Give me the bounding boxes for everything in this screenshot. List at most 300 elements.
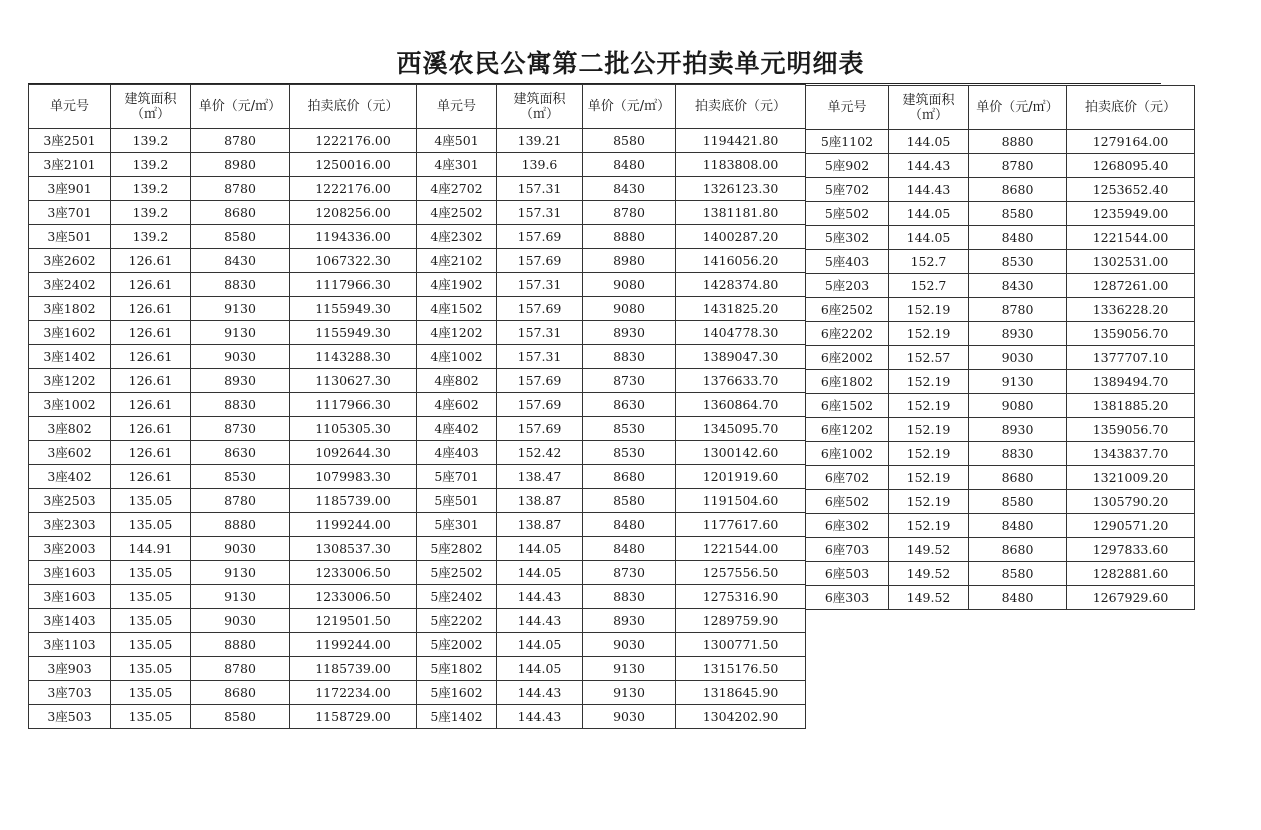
unit-price-cell: 8480 — [583, 153, 676, 177]
unit-price-cell: 8880 — [191, 513, 290, 537]
floor-area-cell: 126.61 — [111, 321, 191, 345]
header-floor-area: 建筑面积 （㎡） — [497, 85, 583, 129]
floor-area-cell: 157.69 — [497, 297, 583, 321]
unit-number-cell: 5座1802 — [417, 657, 497, 681]
reserve-price-cell: 1079983.30 — [290, 465, 417, 489]
unit-number-cell: 3座1402 — [29, 345, 111, 369]
reserve-price-cell: 1315176.50 — [676, 657, 806, 681]
unit-price-cell: 8830 — [191, 273, 290, 297]
unit-price-cell: 9030 — [191, 537, 290, 561]
unit-number-cell: 4座802 — [417, 369, 497, 393]
header-reserve-price: 拍卖底价（元） — [290, 85, 417, 129]
floor-area-cell: 135.05 — [111, 633, 191, 657]
table-row — [29, 393, 417, 417]
unit-price-cell: 9130 — [191, 297, 290, 321]
table-row — [417, 153, 806, 177]
reserve-price-cell: 1067322.30 — [290, 249, 417, 273]
reserve-price-cell: 1185739.00 — [290, 657, 417, 681]
table-row — [29, 369, 417, 393]
header-reserve-price: 拍卖底价（元） — [1067, 86, 1195, 130]
reserve-price-cell: 1221544.00 — [1067, 226, 1195, 250]
unit-number-cell: 5座1602 — [417, 681, 497, 705]
unit-number-cell: 6座302 — [806, 514, 889, 538]
unit-number-cell: 4座1202 — [417, 321, 497, 345]
floor-area-cell: 126.61 — [111, 441, 191, 465]
reserve-price-cell: 1389494.70 — [1067, 370, 1195, 394]
table-row — [29, 441, 417, 465]
unit-table-2 — [416, 84, 806, 729]
reserve-price-cell: 1302531.00 — [1067, 250, 1195, 274]
floor-area-cell: 144.43 — [497, 681, 583, 705]
unit-number-cell: 6座2202 — [806, 322, 889, 346]
unit-price-cell: 8580 — [969, 490, 1067, 514]
header-unit-price: 单价（元/㎡） — [191, 85, 290, 129]
unit-number-cell: 3座1602 — [29, 321, 111, 345]
unit-number-cell: 5座2402 — [417, 585, 497, 609]
unit-price-cell: 8680 — [191, 681, 290, 705]
unit-number-cell: 3座2602 — [29, 249, 111, 273]
reserve-price-cell: 1318645.90 — [676, 681, 806, 705]
reserve-price-cell: 1222176.00 — [290, 129, 417, 153]
unit-number-cell: 3座901 — [29, 177, 111, 201]
reserve-price-cell: 1381181.80 — [676, 201, 806, 225]
table-row — [29, 273, 417, 297]
header-floor-area: 建筑面积 （㎡） — [889, 86, 969, 130]
floor-area-cell: 139.21 — [497, 129, 583, 153]
unit-price-cell: 8780 — [191, 489, 290, 513]
unit-price-cell: 8530 — [969, 250, 1067, 274]
header-unit-number: 单元号 — [806, 86, 889, 130]
table-row — [417, 681, 806, 705]
unit-price-cell: 8730 — [583, 561, 676, 585]
reserve-price-cell: 1287261.00 — [1067, 274, 1195, 298]
reserve-price-cell: 1208256.00 — [290, 201, 417, 225]
reserve-price-cell: 1300142.60 — [676, 441, 806, 465]
unit-price-cell: 9130 — [583, 657, 676, 681]
floor-area-cell: 152.19 — [889, 298, 969, 322]
table-row — [806, 298, 1195, 322]
unit-price-cell: 8480 — [969, 586, 1067, 610]
unit-number-cell: 5座902 — [806, 154, 889, 178]
table-row — [417, 201, 806, 225]
floor-area-cell: 157.31 — [497, 201, 583, 225]
floor-area-cell: 152.7 — [889, 274, 969, 298]
table-row — [806, 346, 1195, 370]
table-row — [806, 322, 1195, 346]
unit-price-cell: 9130 — [191, 321, 290, 345]
unit-price-cell: 9030 — [969, 346, 1067, 370]
unit-number-cell: 3座602 — [29, 441, 111, 465]
floor-area-cell: 126.61 — [111, 369, 191, 393]
unit-price-cell: 8830 — [191, 393, 290, 417]
unit-price-cell: 8680 — [969, 466, 1067, 490]
unit-number-cell: 5座403 — [806, 250, 889, 274]
reserve-price-cell: 1155949.30 — [290, 297, 417, 321]
floor-area-cell: 135.05 — [111, 561, 191, 585]
unit-number-cell: 4座2102 — [417, 249, 497, 273]
table-row — [417, 345, 806, 369]
table-row — [29, 657, 417, 681]
floor-area-cell: 139.2 — [111, 225, 191, 249]
unit-number-cell: 5座1102 — [806, 130, 889, 154]
reserve-price-cell: 1300771.50 — [676, 633, 806, 657]
reserve-price-cell: 1194421.80 — [676, 129, 806, 153]
floor-area-cell: 149.52 — [889, 538, 969, 562]
reserve-price-cell: 1343837.70 — [1067, 442, 1195, 466]
reserve-price-cell: 1143288.30 — [290, 345, 417, 369]
reserve-price-cell: 1233006.50 — [290, 561, 417, 585]
reserve-price-cell: 1304202.90 — [676, 705, 806, 729]
unit-number-cell: 3座1103 — [29, 633, 111, 657]
unit-number-cell: 6座2002 — [806, 346, 889, 370]
table-row — [29, 705, 417, 729]
table-row — [417, 225, 806, 249]
table-row — [417, 657, 806, 681]
table-row — [806, 274, 1195, 298]
floor-area-cell: 149.52 — [889, 562, 969, 586]
unit-number-cell: 3座1802 — [29, 297, 111, 321]
unit-price-cell: 8780 — [191, 177, 290, 201]
reserve-price-cell: 1130627.30 — [290, 369, 417, 393]
floor-area-cell: 126.61 — [111, 249, 191, 273]
unit-table-1 — [28, 84, 417, 729]
unit-price-cell: 8780 — [969, 154, 1067, 178]
floor-area-cell: 139.6 — [497, 153, 583, 177]
unit-number-cell: 3座1603 — [29, 585, 111, 609]
unit-number-cell: 4座1902 — [417, 273, 497, 297]
floor-area-cell: 139.2 — [111, 201, 191, 225]
unit-number-cell: 3座802 — [29, 417, 111, 441]
unit-number-cell: 5座2002 — [417, 633, 497, 657]
reserve-price-cell: 1155949.30 — [290, 321, 417, 345]
table-row — [29, 633, 417, 657]
unit-number-cell: 5座502 — [806, 202, 889, 226]
unit-number-cell: 3座1202 — [29, 369, 111, 393]
table-row — [417, 273, 806, 297]
floor-area-cell: 157.69 — [497, 393, 583, 417]
reserve-price-cell: 1257556.50 — [676, 561, 806, 585]
unit-number-cell: 4座301 — [417, 153, 497, 177]
table-row — [806, 418, 1195, 442]
floor-area-cell: 144.91 — [111, 537, 191, 561]
unit-number-cell: 6座503 — [806, 562, 889, 586]
unit-number-cell: 3座501 — [29, 225, 111, 249]
unit-number-cell: 3座503 — [29, 705, 111, 729]
unit-price-cell: 8930 — [969, 322, 1067, 346]
unit-number-cell: 5座203 — [806, 274, 889, 298]
table-row — [29, 417, 417, 441]
floor-area-cell: 144.05 — [497, 657, 583, 681]
unit-number-cell: 3座2003 — [29, 537, 111, 561]
floor-area-cell: 152.42 — [497, 441, 583, 465]
reserve-price-cell: 1279164.00 — [1067, 130, 1195, 154]
reserve-price-cell: 1359056.70 — [1067, 322, 1195, 346]
reserve-price-cell: 1219501.50 — [290, 609, 417, 633]
reserve-price-cell: 1282881.60 — [1067, 562, 1195, 586]
floor-area-cell: 144.05 — [497, 633, 583, 657]
floor-area-cell: 144.43 — [889, 178, 969, 202]
unit-number-cell: 5座301 — [417, 513, 497, 537]
reserve-price-cell: 1308537.30 — [290, 537, 417, 561]
unit-number-cell: 6座1502 — [806, 394, 889, 418]
reserve-price-cell: 1158729.00 — [290, 705, 417, 729]
unit-price-cell: 8780 — [969, 298, 1067, 322]
table-row — [417, 705, 806, 729]
floor-area-cell: 157.31 — [497, 321, 583, 345]
unit-price-cell: 9030 — [583, 705, 676, 729]
floor-area-cell: 126.61 — [111, 465, 191, 489]
unit-number-cell: 6座1802 — [806, 370, 889, 394]
reserve-price-cell: 1428374.80 — [676, 273, 806, 297]
unit-price-cell: 8980 — [583, 249, 676, 273]
floor-area-cell: 139.2 — [111, 177, 191, 201]
table-row — [417, 297, 806, 321]
floor-area-cell: 138.87 — [497, 513, 583, 537]
unit-number-cell: 6座702 — [806, 466, 889, 490]
table-row — [417, 249, 806, 273]
unit-price-cell: 8580 — [583, 129, 676, 153]
reserve-price-cell: 1336228.20 — [1067, 298, 1195, 322]
table-row — [29, 465, 417, 489]
unit-number-cell: 4座1502 — [417, 297, 497, 321]
reserve-price-cell: 1199244.00 — [290, 633, 417, 657]
reserve-price-cell: 1376633.70 — [676, 369, 806, 393]
table-row — [417, 369, 806, 393]
unit-price-cell: 8480 — [583, 513, 676, 537]
floor-area-cell: 144.43 — [497, 585, 583, 609]
unit-number-cell: 3座2303 — [29, 513, 111, 537]
unit-number-cell: 3座2501 — [29, 129, 111, 153]
unit-price-cell: 8580 — [191, 705, 290, 729]
reserve-price-cell: 1105305.30 — [290, 417, 417, 441]
table-row — [806, 202, 1195, 226]
unit-number-cell: 6座303 — [806, 586, 889, 610]
floor-area-cell: 152.19 — [889, 442, 969, 466]
unit-price-cell: 8830 — [583, 585, 676, 609]
unit-price-cell: 8630 — [583, 393, 676, 417]
reserve-price-cell: 1289759.90 — [676, 609, 806, 633]
table-row — [806, 442, 1195, 466]
unit-price-cell: 8630 — [191, 441, 290, 465]
reserve-price-cell: 1297833.60 — [1067, 538, 1195, 562]
unit-number-cell: 3座2101 — [29, 153, 111, 177]
unit-price-cell: 8780 — [583, 201, 676, 225]
reserve-price-cell: 1305790.20 — [1067, 490, 1195, 514]
table-row — [417, 489, 806, 513]
unit-number-cell: 6座1202 — [806, 418, 889, 442]
reserve-price-cell: 1404778.30 — [676, 321, 806, 345]
unit-price-cell: 8430 — [191, 249, 290, 273]
unit-number-cell: 3座1403 — [29, 609, 111, 633]
table-row — [29, 681, 417, 705]
table-row — [806, 394, 1195, 418]
reserve-price-cell: 1389047.30 — [676, 345, 806, 369]
unit-price-cell: 9130 — [969, 370, 1067, 394]
reserve-price-cell: 1235949.00 — [1067, 202, 1195, 226]
reserve-price-cell: 1222176.00 — [290, 177, 417, 201]
unit-price-cell: 8930 — [191, 369, 290, 393]
unit-price-cell: 8580 — [969, 562, 1067, 586]
unit-price-cell: 8480 — [583, 537, 676, 561]
header-unit-number: 单元号 — [29, 85, 111, 129]
unit-price-cell: 8730 — [583, 369, 676, 393]
table-row — [806, 466, 1195, 490]
floor-area-cell: 157.69 — [497, 417, 583, 441]
table-row — [29, 321, 417, 345]
table-row — [29, 249, 417, 273]
reserve-price-cell: 1290571.20 — [1067, 514, 1195, 538]
floor-area-cell: 157.31 — [497, 273, 583, 297]
unit-price-cell: 8730 — [191, 417, 290, 441]
reserve-price-cell: 1117966.30 — [290, 273, 417, 297]
unit-number-cell: 4座403 — [417, 441, 497, 465]
unit-number-cell: 3座1002 — [29, 393, 111, 417]
floor-area-cell: 135.05 — [111, 681, 191, 705]
unit-number-cell: 6座502 — [806, 490, 889, 514]
table-row — [417, 177, 806, 201]
unit-price-cell: 8480 — [969, 226, 1067, 250]
table-row — [417, 465, 806, 489]
table-row — [806, 226, 1195, 250]
floor-area-cell: 152.19 — [889, 370, 969, 394]
table-row — [806, 154, 1195, 178]
reserve-price-cell: 1321009.20 — [1067, 466, 1195, 490]
floor-area-cell: 138.87 — [497, 489, 583, 513]
floor-area-cell: 144.05 — [889, 226, 969, 250]
table-row — [806, 586, 1195, 610]
table-row — [417, 585, 806, 609]
table-row — [29, 585, 417, 609]
floor-area-cell: 152.19 — [889, 322, 969, 346]
unit-price-cell: 9080 — [583, 273, 676, 297]
unit-number-cell: 6座1002 — [806, 442, 889, 466]
unit-price-cell: 8930 — [969, 418, 1067, 442]
floor-area-cell: 126.61 — [111, 345, 191, 369]
table-row — [29, 561, 417, 585]
floor-area-cell: 152.19 — [889, 490, 969, 514]
table-row — [417, 633, 806, 657]
unit-price-cell: 8580 — [583, 489, 676, 513]
reserve-price-cell: 1416056.20 — [676, 249, 806, 273]
floor-area-cell: 152.19 — [889, 394, 969, 418]
unit-number-cell: 5座702 — [806, 178, 889, 202]
unit-number-cell: 4座402 — [417, 417, 497, 441]
unit-price-cell: 8430 — [583, 177, 676, 201]
unit-price-cell: 8680 — [969, 538, 1067, 562]
unit-price-cell: 8780 — [191, 129, 290, 153]
unit-number-cell: 3座701 — [29, 201, 111, 225]
unit-price-cell: 8680 — [583, 465, 676, 489]
table-row — [417, 129, 806, 153]
unit-price-cell: 9030 — [191, 345, 290, 369]
table-row — [29, 513, 417, 537]
unit-number-cell: 4座602 — [417, 393, 497, 417]
reserve-price-cell: 1431825.20 — [676, 297, 806, 321]
unit-price-cell: 8880 — [969, 130, 1067, 154]
unit-price-cell: 9030 — [583, 633, 676, 657]
unit-price-cell: 8830 — [969, 442, 1067, 466]
unit-number-cell: 4座1002 — [417, 345, 497, 369]
table-row — [806, 130, 1195, 154]
table-row — [29, 153, 417, 177]
floor-area-cell: 157.31 — [497, 177, 583, 201]
unit-number-cell: 3座2402 — [29, 273, 111, 297]
unit-price-cell: 8980 — [191, 153, 290, 177]
unit-number-cell: 6座2502 — [806, 298, 889, 322]
floor-area-cell: 135.05 — [111, 609, 191, 633]
floor-area-cell: 144.05 — [497, 537, 583, 561]
reserve-price-cell: 1221544.00 — [676, 537, 806, 561]
reserve-price-cell: 1253652.40 — [1067, 178, 1195, 202]
floor-area-cell: 126.61 — [111, 417, 191, 441]
reserve-price-cell: 1400287.20 — [676, 225, 806, 249]
unit-number-cell: 3座402 — [29, 465, 111, 489]
unit-number-cell: 3座703 — [29, 681, 111, 705]
floor-area-cell: 157.69 — [497, 369, 583, 393]
table-row — [417, 393, 806, 417]
unit-number-cell: 3座1603 — [29, 561, 111, 585]
table-row — [806, 370, 1195, 394]
unit-price-cell: 8830 — [583, 345, 676, 369]
header-reserve-price: 拍卖底价（元） — [676, 85, 806, 129]
table-row — [29, 177, 417, 201]
reserve-price-cell: 1194336.00 — [290, 225, 417, 249]
unit-table-3 — [805, 85, 1195, 610]
table-row — [417, 537, 806, 561]
unit-price-cell: 9130 — [191, 585, 290, 609]
header-unit-price: 单价（元/㎡） — [583, 85, 676, 129]
table-row — [417, 561, 806, 585]
unit-number-cell: 5座701 — [417, 465, 497, 489]
unit-price-cell: 9130 — [191, 561, 290, 585]
header-floor-area: 建筑面积 （㎡） — [111, 85, 191, 129]
unit-price-cell: 8430 — [969, 274, 1067, 298]
unit-price-cell: 8530 — [583, 441, 676, 465]
floor-area-cell: 126.61 — [111, 273, 191, 297]
floor-area-cell: 144.43 — [497, 609, 583, 633]
header-unit-price: 单价（元/㎡） — [969, 86, 1067, 130]
floor-area-cell: 135.05 — [111, 513, 191, 537]
unit-number-cell: 5座2202 — [417, 609, 497, 633]
table-header-row — [417, 85, 806, 129]
floor-area-cell: 152.7 — [889, 250, 969, 274]
floor-area-cell: 139.2 — [111, 153, 191, 177]
floor-area-cell: 135.05 — [111, 657, 191, 681]
table-row — [417, 609, 806, 633]
reserve-price-cell: 1183808.00 — [676, 153, 806, 177]
table-header-row — [29, 85, 417, 129]
page-title: 西溪农民公寓第二批公开拍卖单元明细表 — [396, 49, 865, 78]
table-row — [806, 250, 1195, 274]
unit-number-cell: 5座1402 — [417, 705, 497, 729]
floor-area-cell: 135.05 — [111, 585, 191, 609]
unit-price-cell: 8680 — [969, 178, 1067, 202]
table-row — [417, 417, 806, 441]
floor-area-cell: 135.05 — [111, 489, 191, 513]
unit-number-cell: 4座2702 — [417, 177, 497, 201]
floor-area-cell: 144.05 — [889, 130, 969, 154]
floor-area-cell: 152.57 — [889, 346, 969, 370]
unit-price-cell: 9080 — [583, 297, 676, 321]
floor-area-cell: 144.05 — [889, 202, 969, 226]
floor-area-cell: 157.69 — [497, 225, 583, 249]
table-row — [806, 562, 1195, 586]
reserve-price-cell: 1267929.60 — [1067, 586, 1195, 610]
table-row — [29, 609, 417, 633]
unit-number-cell: 5座501 — [417, 489, 497, 513]
unit-number-cell: 3座2503 — [29, 489, 111, 513]
unit-number-cell: 4座2302 — [417, 225, 497, 249]
